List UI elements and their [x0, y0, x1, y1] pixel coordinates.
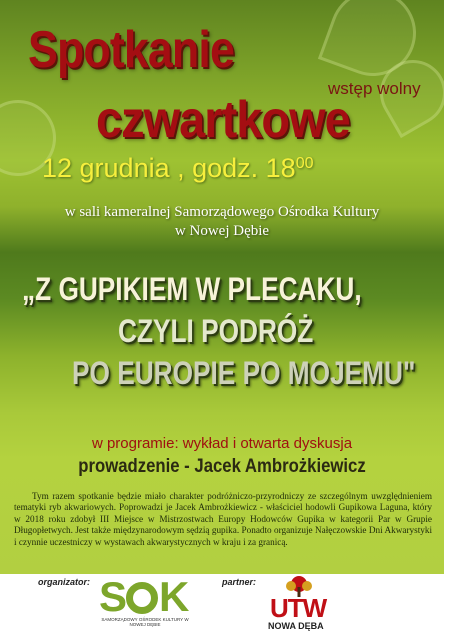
headline-line-1: „Z GUPIKIEM W PLECAKU, [22, 271, 362, 307]
utw-logo-subtitle: NOWA DĘBA [268, 621, 324, 631]
program-line: w programie: wykład i otwarta dyskusja [91, 435, 353, 452]
free-entry-label: wstęp wolny [328, 79, 421, 98]
sok-letter-s: S [99, 573, 126, 620]
headline-line-3: PO EUROPIE PO MOJEMU" [72, 355, 416, 391]
utw-logo [266, 575, 336, 637]
venue-line-1: w sali kameralnej Samorządowego Ośrodka Kultury [64, 204, 380, 220]
title-line-1: Spotkanie [28, 21, 234, 79]
sok-logo-subtitle: SAMORZĄDOWY OŚRODEK KULTURY W NOWEJ DĘBIE [101, 617, 189, 627]
title-line-2: czwartkowe [96, 91, 350, 149]
event-date-text: 12 grudnia , godz. 18 [42, 153, 296, 183]
utw-logo-letters: UTW [270, 593, 327, 623]
sok-letter-k: K [159, 573, 188, 620]
event-time-minutes: 00 [295, 155, 314, 172]
headline-line-2: CZYLI PODRÓŻ [118, 313, 314, 349]
sok-logo [97, 573, 193, 629]
venue-line-2: w Nowej Dębie [174, 223, 270, 239]
host-line: prowadzenie - Jacek Ambrożkiewicz [78, 456, 366, 477]
partner-label: partner: [222, 577, 257, 587]
event-description: Tym razem spotkanie będzie miało charakter podróżniczo-przyrodniczy ze szczególnym uwzględnieniem tematyki ryb akwariowych. Poprowadzi je Jacek Ambrożkiewicz - właściciel hodowli Gupikowa Laguna, który w 2018 roku zdobył III Miejsce w Mistrzostwach Europy Hodowców Gupika w kategorii Par w Grupie Długopłetwych. Jest także międzynarodowym sędzią gupika. Ponadto organizuje Nałęczowskie Dni Akwarystyki i czynnie uczestniczy w wystawach akwarystycznych w kraju i za granicą. [14, 491, 432, 547]
sok-ring-icon [126, 582, 158, 614]
event-date [42, 153, 314, 184]
organizer-label: organizator: [38, 577, 91, 587]
sok-logo-letters [99, 573, 187, 621]
